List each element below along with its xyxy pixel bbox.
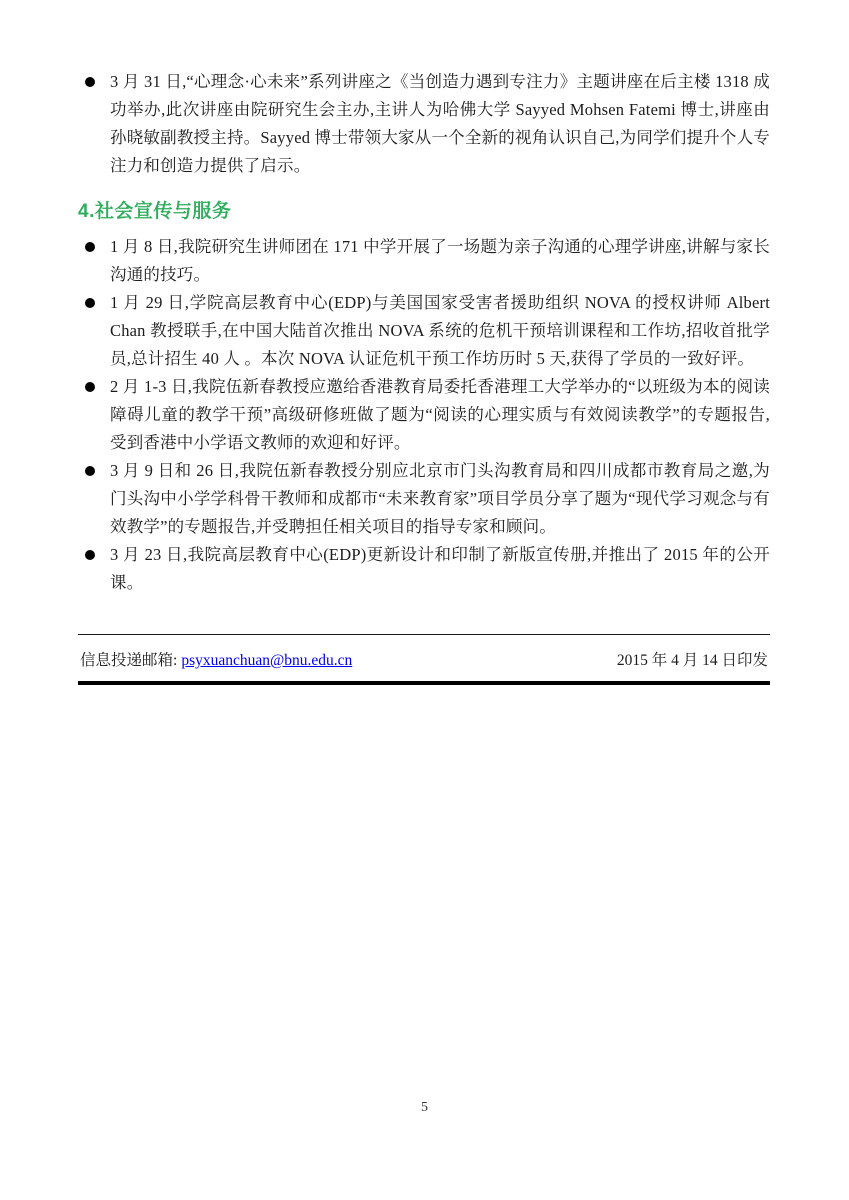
page-footer (78, 634, 770, 685)
bullet-icon (85, 550, 95, 560)
bullet-icon (85, 77, 95, 87)
bullet-icon (85, 298, 95, 308)
footer-email-link[interactable]: psyxuanchuan@bnu.edu.cn (181, 652, 353, 669)
event-text: 3 月 9 日和 26 日,我院伍新春教授分别应北京市门头沟教育局和四川成都市教育局之邀,为门头沟中小学学科骨干教师和成都市“未来教育家”项目学员分享了题为“现代学习观念与有效教学”的专题报告,并受聘担任相关项目的指导专家和顾问。 (110, 461, 770, 536)
list-item (78, 373, 770, 457)
event-text: 3 月 23 日,我院高层教育中心(EDP)更新设计和印制了新版宣传册,并推出了 2015 年的公开课。 (110, 545, 770, 592)
bullet-icon (85, 382, 95, 392)
section-heading: 4.社会宣传与服务 (78, 201, 232, 222)
event-text: 2 月 1-3 日,我院伍新春教授应邀给香港教育局委托香港理工大学举办的“以班级为本的阅读障碍儿童的教学干预”高级研修班做了题为“阅读的心理实质与有效阅读教学”的专题报告,受到香港中小学语文教师的欢迎和好评。 (110, 377, 770, 452)
list-item (78, 68, 770, 180)
list-item (78, 457, 770, 541)
bullet-icon (85, 242, 95, 252)
event-text: 1 月 29 日,学院高层教育中心(EDP)与美国国家受害者援助组织 NOVA 的授权讲师 Albert Chan 教授联手,在中国大陆首次推出 NOVA 系统的危机干预培训课程和工作坊,招收首批学员,总计招生 40 人 。本次 NOVA 认证危机干预工作坊历时 5 天,获得了学员的一致好评。 (110, 293, 770, 368)
events-list-top (78, 68, 770, 180)
list-item (78, 233, 770, 289)
footer-email-label: 信息投递邮箱: (80, 652, 178, 669)
page-number: 5 (421, 1100, 428, 1115)
list-item (78, 289, 770, 373)
footer-print-date: 2015 年 4 月 14 日印发 (616, 652, 768, 669)
document-body (78, 68, 770, 597)
list-item (78, 541, 770, 597)
events-list-section (78, 233, 770, 597)
event-text: 1 月 8 日,我院研究生讲师团在 171 中学开展了一场题为亲子沟通的心理学讲座,讲解与家长沟通的技巧。 (110, 237, 770, 284)
bullet-icon (85, 466, 95, 476)
event-text: 3 月 31 日,“心理念·心未来”系列讲座之《当创造力遇到专注力》主题讲座在后主楼 1318 成功举办,此次讲座由院研究生会主办,主讲人为哈佛大学 Sayyed Mohsen Fatemi 博士,讲座由孙晓敏副教授主持。Sayyed 博士带领大家从一个全新的视角认识自己,为同学们提升个人专注力和创造力提供了启示。 (110, 72, 770, 175)
footer-contact (80, 648, 352, 670)
